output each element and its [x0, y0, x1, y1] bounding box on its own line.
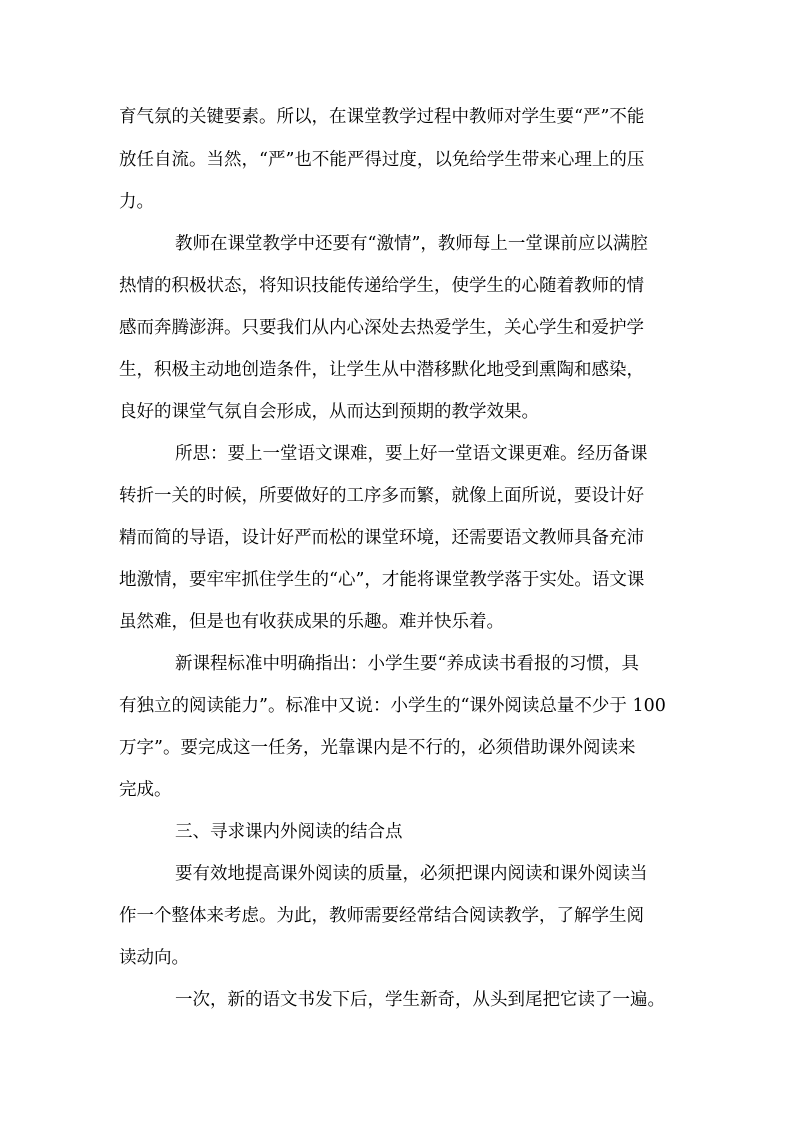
text-line: 读动向。 [119, 948, 189, 968]
text-line: 有独立的阅读能力”。标准中又说：小学生的“课外阅读总量不少于 100 [119, 696, 666, 716]
text-line: 良好的课堂气氛自会形成，从而达到预期的教学效果。 [119, 402, 539, 422]
text-line: 要有效地提高课外阅读的质量，必须把课内阅读和课外阅读当 [175, 864, 648, 884]
text-line: 转折一关的时候，所要做好的工序多而繁，就像上面所说，要设计好 [119, 486, 644, 506]
text-line: 地激情，要牢牢抓住学生的“心”，才能将课堂教学落于实处。语文课 [119, 570, 645, 590]
text-line: 力。 [119, 192, 154, 212]
text-line: 放任自流。当然，“严”也不能严得过度，以免给学生带来心理上的压 [119, 150, 645, 170]
text-line: 作一个整体来考虑。为此，教师需要经常结合阅读教学，了解学生阅 [119, 906, 644, 926]
text-line: 虽然难，但是也有收获成果的乐趣。难并快乐着。 [119, 612, 504, 632]
text-line: 教师在课堂教学中还要有“激情”，教师每上一堂课前应以满腔 [175, 234, 648, 254]
text-line: 完成。 [119, 780, 172, 800]
text-line: 生，积极主动地创造条件，让学生从中潜移默化地受到熏陶和感染， [119, 360, 644, 380]
text-line: 热情的积极状态，将知识技能传递给学生，使学生的心随着教师的情 [119, 276, 644, 296]
section-heading: 三、寻求课内外阅读的结合点 [175, 822, 403, 842]
text-line: 所思：要上一堂语文课难，要上好一堂语文课更难。经历备课 [175, 444, 648, 464]
text-line: 精而简的导语，设计好严而松的课堂环境，还需要语文教师具备充沛 [119, 528, 644, 548]
text-line: 感而奔腾澎湃。只要我们从内心深处去热爱学生，关心学生和爱护学 [119, 318, 644, 338]
text-line: 一次，新的语文书发下后，学生新奇，从头到尾把它读了一遍。 [175, 990, 665, 1010]
text-line: 育气氛的关键要素。所以，在课堂教学过程中教师对学生要“严”不能 [119, 107, 645, 127]
text-line: 新课程标准中明确指出：小学生要“养成读书看报的习惯，具 [175, 654, 639, 674]
text-line: 万字”。要完成这一任务，光靠课内是不行的，必须借助课外阅读来 [119, 738, 636, 758]
